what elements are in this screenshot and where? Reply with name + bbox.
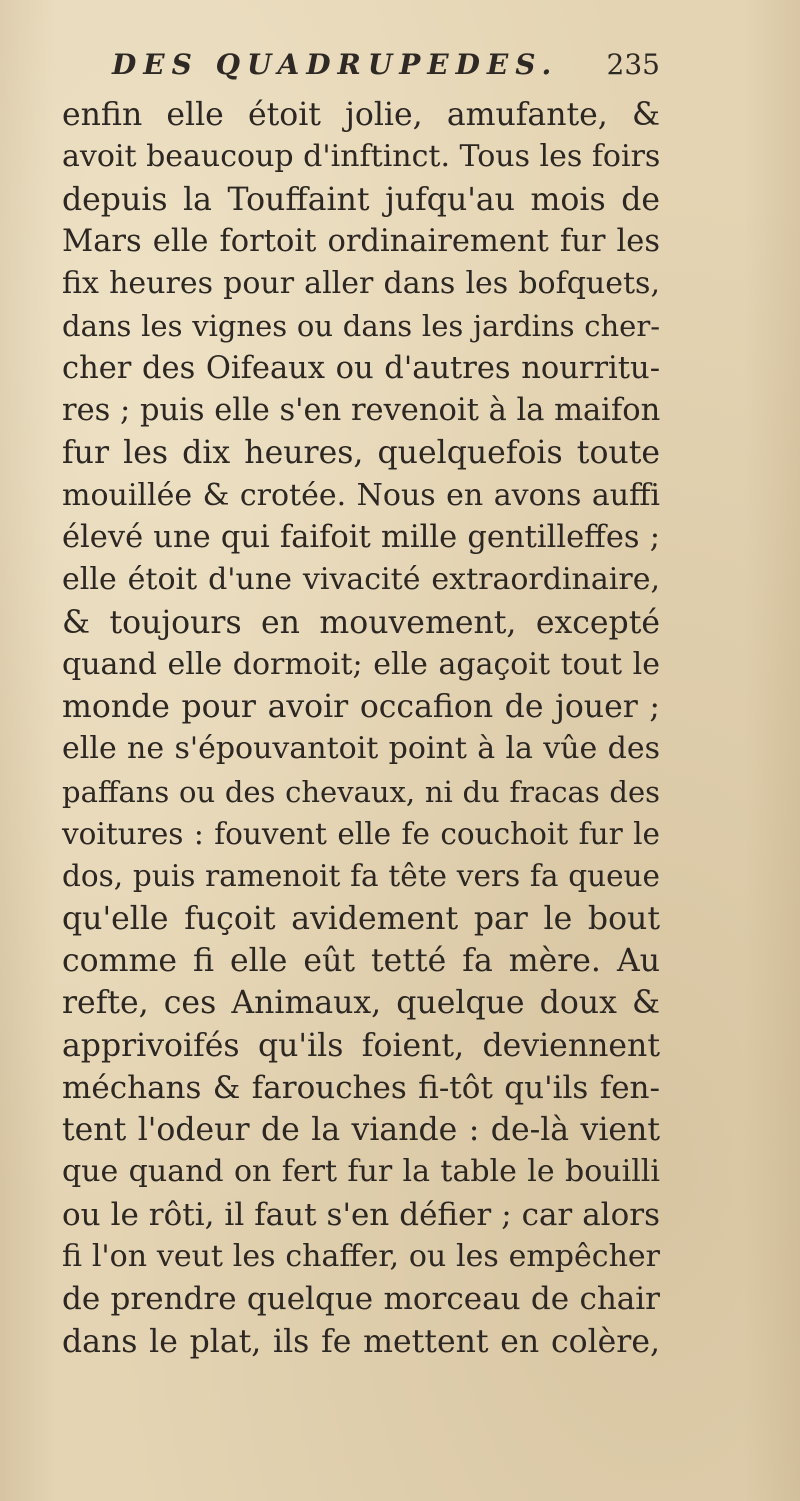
text-line: elle étoit d'une vivacité extraordinaire, [62,562,660,598]
text-line: fur les dix heures, quelquefois toute [62,435,660,472]
text-line: depuis la Touffaint jufqu'au mois de [62,181,660,218]
text-line: comme fi elle eût tetté fa mère. Au [62,942,660,979]
text-line: apprivoifés qu'ils foient, deviennent [62,1027,660,1064]
text-line: res ; puis elle s'en revenoit à la maifon [62,393,661,429]
page-header [112,42,660,94]
page-number: 235 [606,48,660,81]
text-line: méchans & farouches fi-tôt qu'ils fen- [62,1069,660,1106]
text-line: quand elle dormoit; elle agaçoit tout le [62,646,660,682]
text-line: mouillée & crotée. Nous en avons auffi [62,477,660,513]
text-line: tent l'odeur de la viande : de-là vient [62,1112,660,1149]
text-line: dos, puis ramenoit fa tête vers fa queue [62,859,660,894]
text-line: monde pour avoir occafion de jouer ; [62,689,660,726]
text-line: élevé une qui faifoit mille gentilleffes ; [62,519,660,555]
text-line: qu'elle fuçoit avidement par le bout [62,900,660,937]
text-line: voitures : fouvent elle fe couchoit fur le [62,817,660,852]
text-line: & toujours en mouvement, excepté [62,604,660,641]
text-line: fix heures pour aller dans les bofquets, [62,266,660,302]
text-line: fi l'on veut les chaffer, ou les empêcher [62,1239,660,1275]
running-title: DES QUADRUPEDES. [112,48,559,81]
text-line: paffans ou des chevaux, ni du fracas des [62,774,660,809]
text-line: elle ne s'épouvantoit point à la vûe des [62,731,660,767]
text-line: ou le rôti, il faut s'en défier ; car alors [62,1196,660,1233]
text-line: avoit beaucoup d'inftinct. Tous les foirs [62,139,661,175]
text-line: Mars elle fortoit ordinairement fur les [62,223,660,259]
text-line: de prendre quelque morceau de chair [62,1281,660,1318]
text-line: enfin elle étoit jolie, amufante, & [62,97,660,133]
text-line: que quand on fert fur la table le bouilli [62,1154,660,1190]
text-line: refte, ces Animaux, quelque doux & [62,985,660,1022]
body-text [62,94,660,1363]
text-line: dans les vignes ou dans les jardins cher- [62,309,660,344]
text-line: cher des Oifeaux ou d'autres nourritu- [62,350,660,386]
text-line: dans le plat, ils fe mettent en colère, [62,1323,660,1360]
